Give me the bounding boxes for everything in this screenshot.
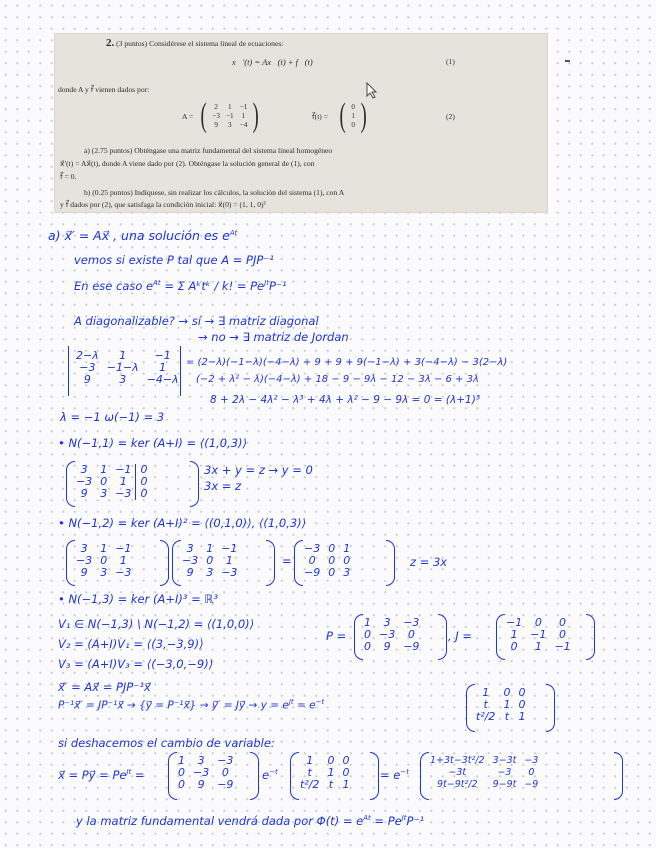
matrix-a-label: A = <box>182 112 194 121</box>
v2-line: V₂ = (A+I)V₁ = ⟨(3,−3,9)⟩ <box>58 637 204 651</box>
problem-number: 2. <box>106 37 115 49</box>
det-expansion-2: (−2 + λ² − λ)(−4−λ) + 18 − 9 − 9λ − 12 − 3λ − 6 + 3λ <box>196 374 479 385</box>
final-exp-factor: $e^{-t}$ <box>262 768 278 782</box>
part-a-line-3: f⃗ = 0. <box>60 172 77 181</box>
aug-paren-right <box>190 461 199 507</box>
final-p-matrix: 1 3 −3 0 −3 0 0 9 −9 <box>178 754 234 791</box>
ejt-matrix: 1 0 0 t 1 0 t²/2 t 1 <box>476 686 526 723</box>
equation-tag-1: (1) <box>446 57 455 66</box>
sq-result-paren-r <box>386 540 395 586</box>
det-bar-left <box>68 346 69 396</box>
kernel-3-line: • N(−1,3) = ker (A+I)³ = ℝ³ <box>58 592 219 606</box>
hw-line-exponential: En ese caso $e^{At} = \Sigma$ Aᵏtᵏ / k! = $Pe^{Jt}P^{-1}$ <box>74 279 287 293</box>
j-label: , J = <box>448 629 472 643</box>
fundamental-matrix-line: y la matriz fundamental vendrá dada por $\Phi(t) = e^{At} = Pe^{Jt}P^{-1}$ <box>76 814 425 828</box>
final-ejt-paren-r <box>370 752 379 800</box>
system-equation: x⃗′(t) = Ax⃗(t) + f⃗(t) <box>232 57 313 67</box>
sq-left-paren-r <box>160 540 169 586</box>
kernel-1-line: • N(−1,1) = ker (A+I) = ⟨(1,0,3)⟩ <box>58 436 248 450</box>
p-paren-r <box>438 614 447 660</box>
undo-change-line: si deshacemos el cambio de variable: <box>58 736 275 750</box>
final-ejt-matrix: 1 0 0 t 1 0 t²/2 t 1 <box>300 754 350 791</box>
part-a-line-1: a) (2.75 puntos) Obténgase una matriz fundamental del sistema lineal homogéneo <box>84 146 333 155</box>
sq-right-paren-r <box>266 540 275 586</box>
kernel-2-line: • N(−1,2) = ker (A+I)² = ⟨(0,1,0)⟩, ⟨(1,0,3)⟩ <box>58 516 307 530</box>
p-matrix: 1 3 −3 0 −3 0 0 9 −9 <box>364 616 420 653</box>
sq-right-matrix: 3 1 −1 −3 0 1 9 3 −3 <box>182 542 238 579</box>
vector-f: ( 0 1 0 ) <box>339 97 367 134</box>
final-result-paren-r <box>614 752 623 800</box>
hw-line-exists-p: vemos si existe P tal que A = PJP⁻¹ <box>74 253 274 267</box>
j-matrix: −1 0 0 1 −1 0 0 1 −1 <box>506 616 571 653</box>
j-paren-r <box>586 614 595 660</box>
sq-left-matrix: 3 1 −1 −3 0 1 9 3 −3 <box>76 542 132 579</box>
final-p-paren-r <box>250 752 259 800</box>
given-text: donde A y f⃗ vienen dados por: <box>58 85 150 94</box>
final-result-matrix: 1+3t−3t²/2 3−3t −3 −3t −3 0 9t−9t²/2 9−9t −9 <box>430 755 539 790</box>
characteristic-polynomial: 8 + 2λ − 4λ² − λ³ + 4λ + λ² − 9 − 9λ = 0 = (λ+1)³ <box>210 394 481 406</box>
aug-equation-2: 3x = z <box>204 479 242 493</box>
sq-note: z = 3x <box>410 555 448 569</box>
det-expansion-1: = (2−λ)(−1−λ)(−4−λ) + 9 + 9 + 9(−1−λ) + 3(−4−λ) − 3(2−λ) <box>186 357 508 368</box>
part-b-line-1: b) (0.25 puntos) Indíquese, sin realizar los cálculos, la solución del sistema (1), con A <box>84 188 345 197</box>
problem-points: (3 puntos) <box>116 39 148 48</box>
equation-tag-2: (2) <box>446 112 455 121</box>
part-a-line-2: x⃗′(t) = Ax⃗(t), donde A viene dado por (2). Obténgase la solución general de (1), con <box>60 159 315 168</box>
sq-result-matrix: −3 0 1 0 0 0 −9 0 3 <box>304 542 351 579</box>
hw-line-jordan: → no → ∃ matriz de Jordan <box>198 330 349 344</box>
system-rewrite: x⃗′ = Ax⃗ = PJP⁻¹x⃗ <box>58 680 151 694</box>
hw-line-solution: a) x⃗′ = Ax⃗ , una solución es $e^{At}$ <box>48 228 238 243</box>
final-x-expression: x⃗ = Py⃗ = $Pe^{Jt}$ = <box>58 768 145 782</box>
matrix-a: ( 2 1 −1 −3 −1 1 9 3 −4 ) <box>200 97 260 134</box>
hw-line-diagonalizable: A diagonalizable? → sí → ∃ matriz diagonal <box>74 314 319 328</box>
ejt-paren-r <box>546 684 555 732</box>
det-bar-right <box>180 346 181 396</box>
equals-sign: = <box>282 554 292 568</box>
eigenvalue-line: λ = −1 ω(−1) = 3 <box>60 410 165 424</box>
part-b-line-2: y f⃗ dados por (2), que satisfaga la condición inicial: x⃗(0) = (1, 1, 0)ᵀ <box>60 200 267 209</box>
v3-line: V₃ = (A+I)V₃ = ⟨(−3,0,−9)⟩ <box>58 657 214 671</box>
augmented-matrix: 3 1 −1 0 −3 0 1 0 9 3 −3 0 <box>72 464 151 500</box>
aug-equation-1: 3x + y = z → y = 0 <box>204 463 313 477</box>
det-matrix: 2−λ 1 −1 −3 −1−λ 1 9 3 −4−λ <box>76 349 179 386</box>
problem-intro: Considérese el sistema lineal de ecuaciones: <box>149 39 284 48</box>
p-label: P = <box>326 629 347 643</box>
final-equals-exp: = $e^{-t}$ <box>380 768 409 782</box>
change-of-variable: P⁻¹x⃗′ = JP⁻¹x⃗ → {y⃗ = P⁻¹x⃗} → y⃗′ = Jy⃗ → $y = e^{Jt} = e^{-t}$ <box>58 698 325 712</box>
v1-line: V₁ ∈ N(−1,3) \ N(−1,2) = ⟨(1,0,0)⟩ <box>58 617 255 631</box>
vector-f-label: f⃗(t) = <box>312 112 329 121</box>
